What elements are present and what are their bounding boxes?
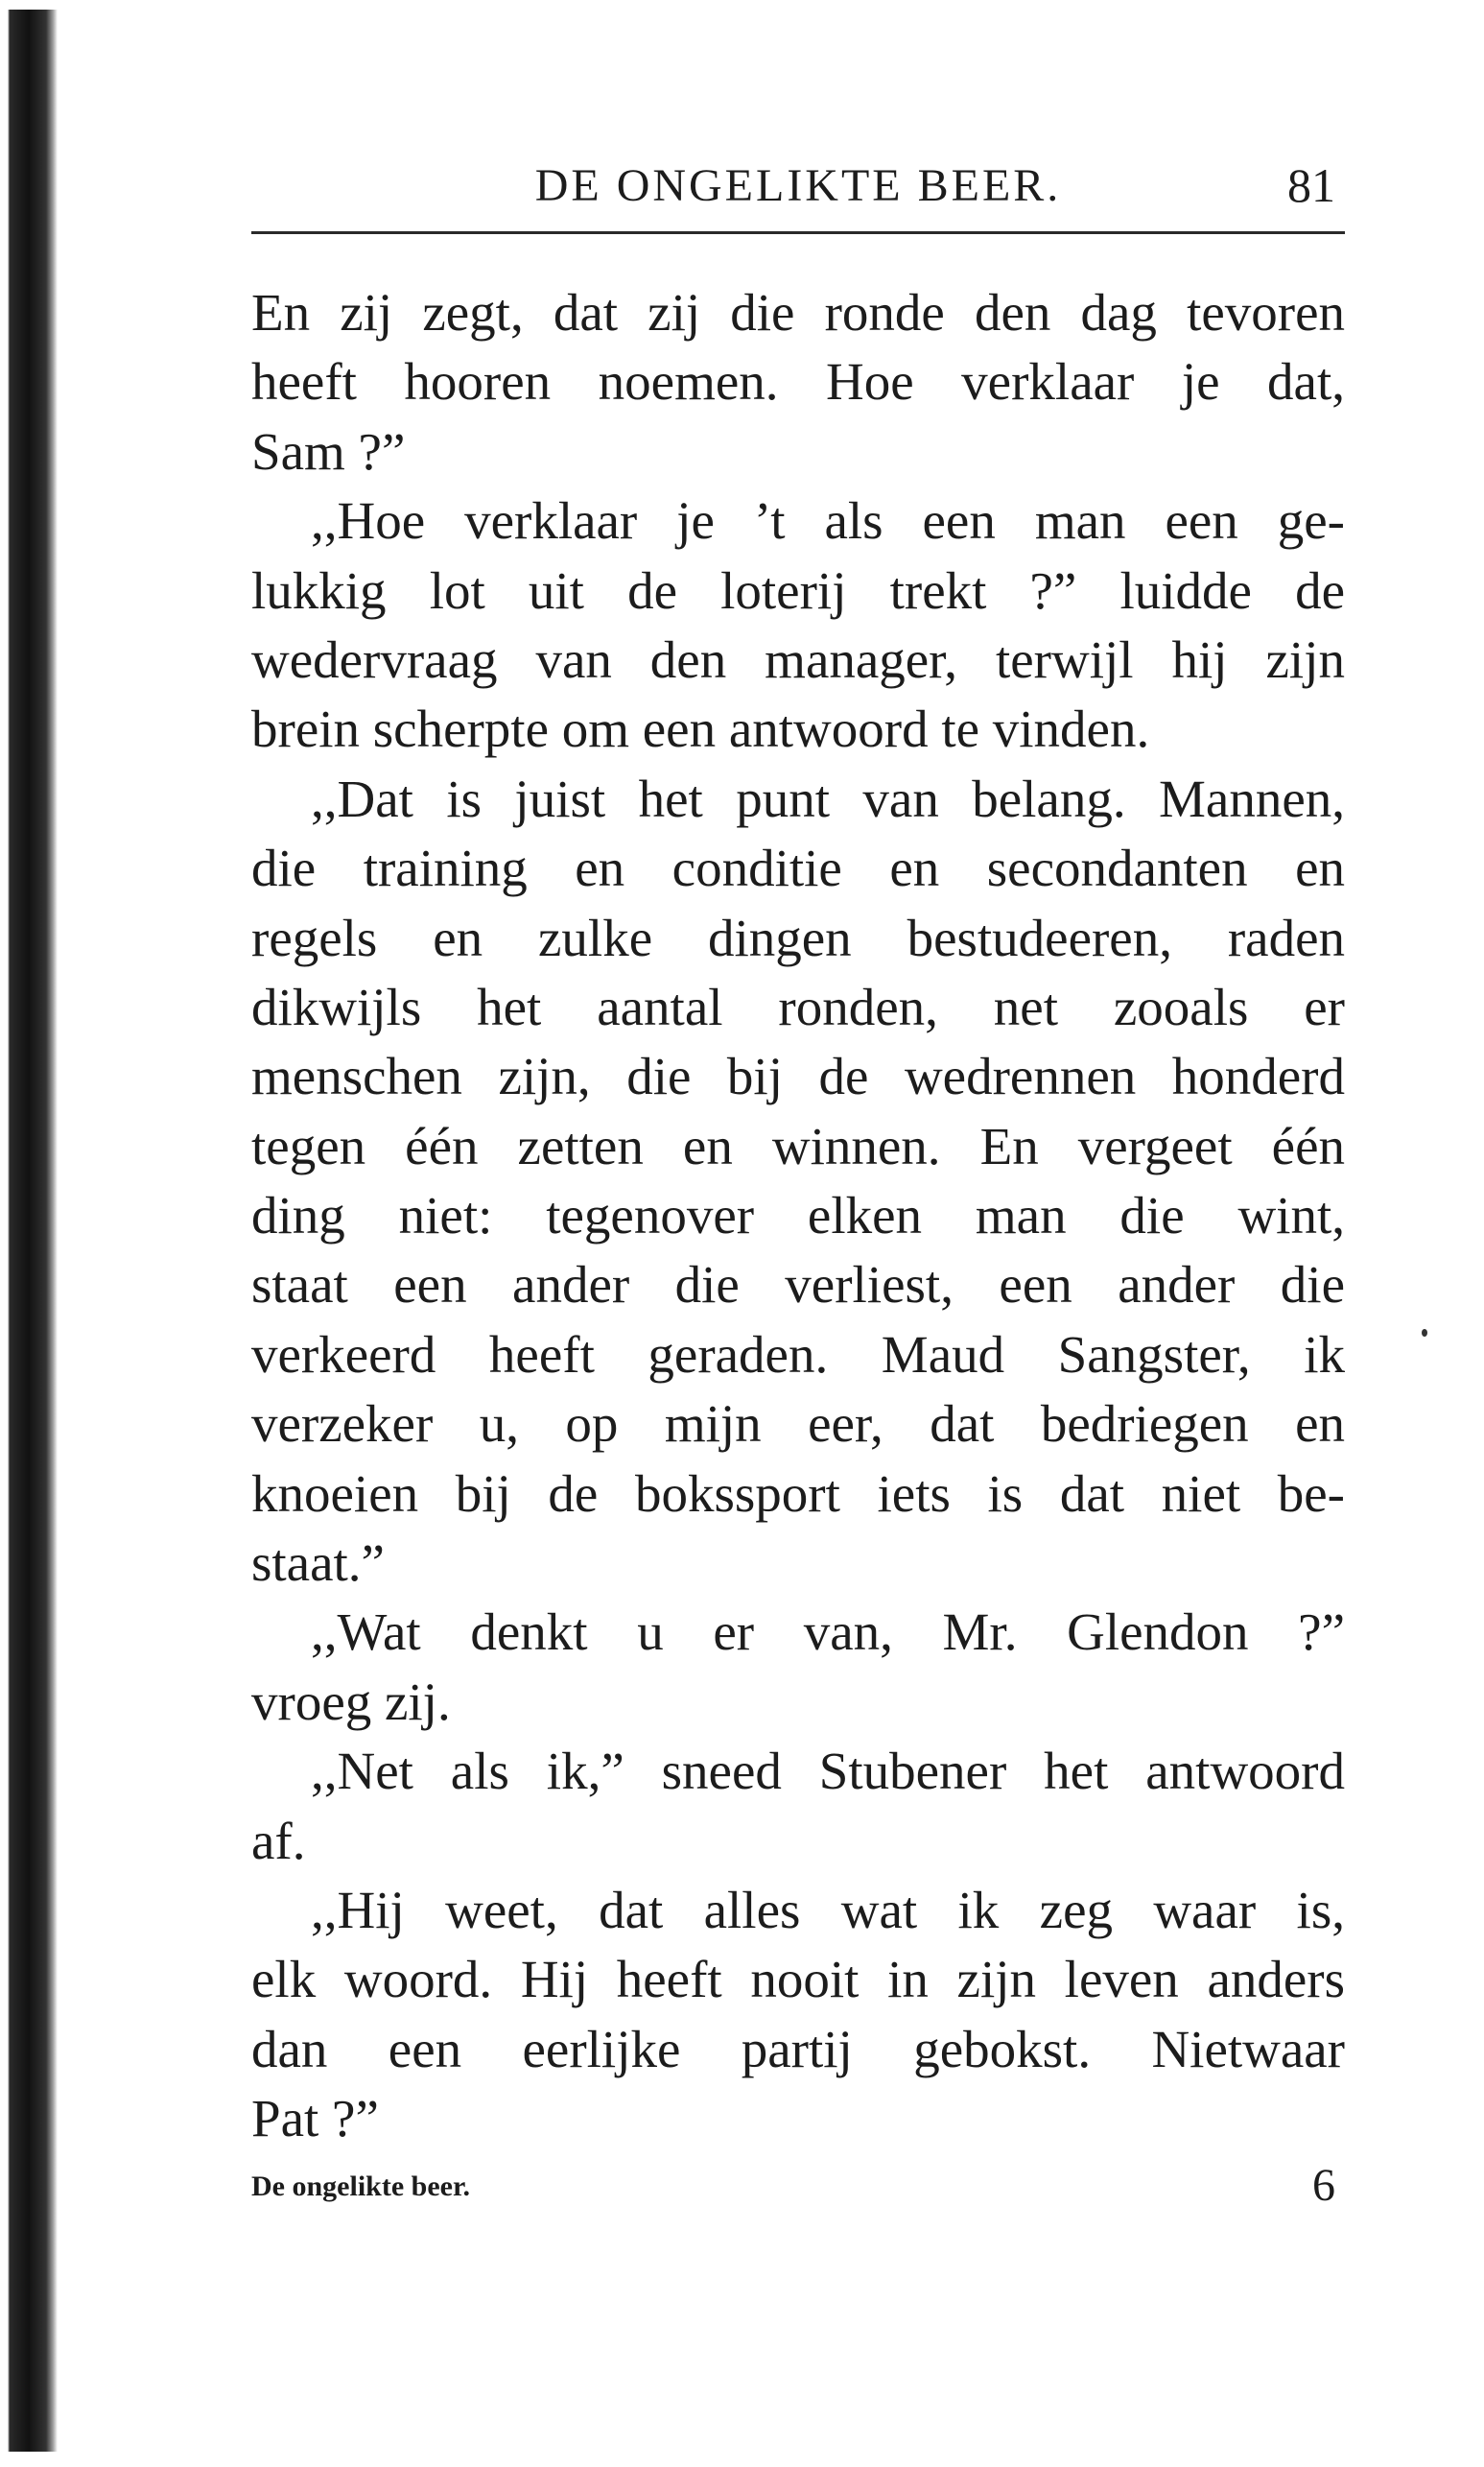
text-line: regels en zulke dingen bestudeeren, raden <box>251 908 1345 967</box>
text-line: Pat ?” <box>251 2089 379 2148</box>
running-title: DE ONGELIKTE BEER. <box>534 160 1062 211</box>
text-line: ,,Hij weet, dat alles wat ik zeg waar is, <box>311 1880 1345 1939</box>
text-line: dikwijls het aantal ronden, net zooals er <box>251 977 1345 1036</box>
text-line: verzeker u, op mijn eer, dat bedriegen en <box>251 1394 1345 1454</box>
text-line: ,,Wat denkt u er van, Mr. Glendon ?” <box>311 1602 1345 1662</box>
signature-line: De ongelikte beer. <box>251 2170 471 2202</box>
text-line: vroeg zij. <box>251 1672 451 1731</box>
page-number: 81 <box>1287 158 1335 212</box>
binding-edge <box>0 10 58 2452</box>
text-line: ,,Dat is juist het punt van belang. Mannen, <box>311 769 1345 828</box>
text-line: ,,Hoe verklaar je ’t als een man een ge- <box>311 491 1345 551</box>
text-line: knoeien bij de bokssport iets is dat niet be- <box>251 1463 1345 1523</box>
ink-speck <box>1422 1329 1427 1337</box>
text-line: heeft hooren noemen. Hoe verklaar je dat, <box>251 352 1345 412</box>
text-line: af. <box>251 1811 306 1870</box>
running-head <box>251 152 1345 219</box>
body-text <box>251 278 1345 2154</box>
text-line: brein scherpte om een antwoord te vinden. <box>251 700 1150 759</box>
text-line: dan een eerlijke partij gebokst. Nietwaar <box>251 2019 1345 2078</box>
text-line: Sam ?” <box>251 421 406 481</box>
text-line: verkeerd heeft geraden. Maud Sangster, ik <box>251 1324 1345 1384</box>
text-line: tegen één zetten en winnen. En vergeet één <box>251 1116 1345 1175</box>
header-rule <box>251 231 1345 234</box>
text-line: wedervraag van den manager, terwijl hij zijn <box>251 629 1345 689</box>
text-line: staat.” <box>251 1533 385 1593</box>
text-line: ,,Net als ik,” sneed Stubener het antwoord <box>311 1742 1345 1801</box>
text-line: staat een ander die verliest, een ander die <box>251 1255 1345 1315</box>
page-footer <box>251 2159 1345 2217</box>
text-line: menschen zijn, die bij de wedrennen honderd <box>251 1047 1345 1106</box>
text-line: ding niet: tegenover elken man die wint, <box>251 1186 1345 1245</box>
text-line: elk woord. Hij heeft nooit in zijn leven anders <box>251 1950 1345 2009</box>
gathering-number: 6 <box>1312 2160 1335 2211</box>
text-line: En zij zegt, dat zij die ronde den dag tevoren <box>251 283 1345 342</box>
text-line: lukkig lot uit de loterij trekt ?” luidde de <box>251 560 1345 620</box>
text-line: die training en conditie en secondanten en <box>251 839 1345 898</box>
